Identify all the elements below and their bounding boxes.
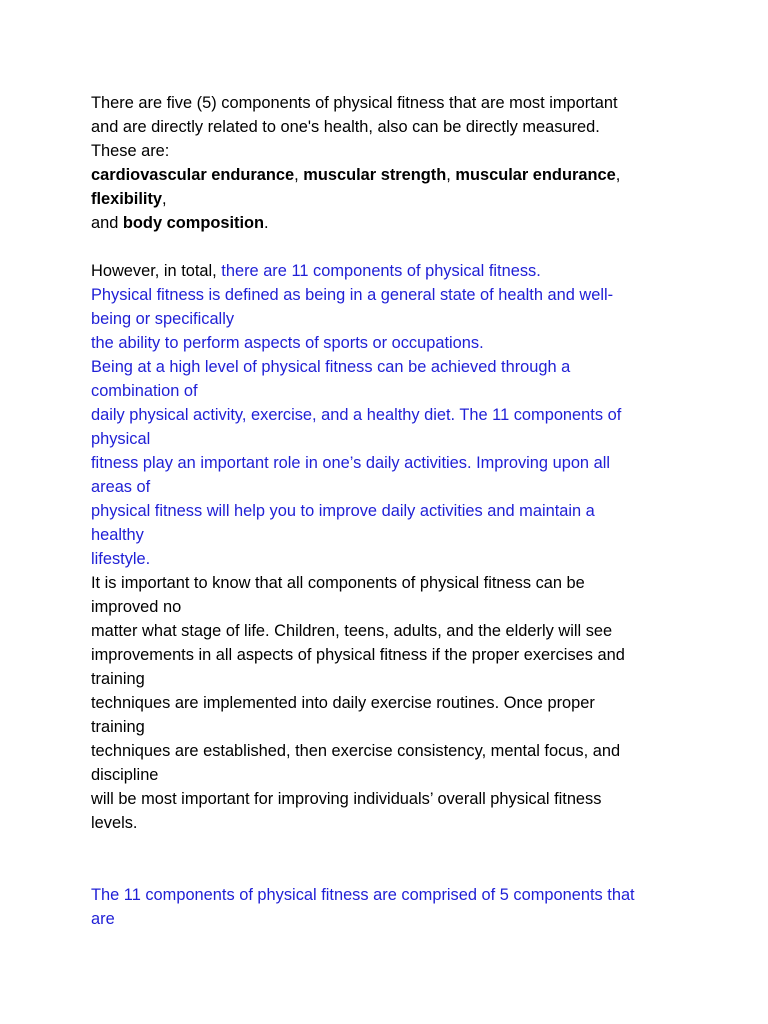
separator: , <box>294 166 304 184</box>
period: . <box>264 214 269 232</box>
definition-line: Physical fitness is defined as being in a general state of health and well- <box>91 286 614 304</box>
intro-line-2: and are directly related to one's health, also can be directly measured. <box>91 118 600 136</box>
closing-line: The 11 components of physical fitness are comprised of 5 components that <box>91 886 635 904</box>
term-body-composition: body composition <box>122 214 265 232</box>
importance-line: discipline <box>91 766 159 784</box>
components-list-line-1 <box>91 163 708 187</box>
and-word: and <box>91 214 123 232</box>
importance-line: improved no <box>91 598 182 616</box>
importance-line: training <box>91 718 145 736</box>
definition-line: being or specifically <box>91 310 235 328</box>
paragraph-gap <box>91 235 708 259</box>
importance-line: improvements in all aspects of physical fitness if the proper exercises and <box>91 646 625 664</box>
separator: , <box>615 166 621 184</box>
components-list-line-2 <box>91 187 708 211</box>
importance-paragraph <box>91 571 708 835</box>
definition-line: daily physical activity, exercise, and a healthy diet. The 11 components of <box>91 406 622 424</box>
importance-line: techniques are implemented into daily exercise routines. Once proper <box>91 694 595 712</box>
intro-line-3: These are: <box>91 142 170 160</box>
term-muscular-endurance: muscular endurance <box>455 166 616 184</box>
importance-line: levels. <box>91 814 138 832</box>
however-prefix: However, in total, <box>91 262 222 280</box>
however-paragraph <box>91 259 708 283</box>
importance-line: It is important to know that all components of physical fitness can be <box>91 574 585 592</box>
definition-line: combination of <box>91 382 198 400</box>
importance-line: training <box>91 670 145 688</box>
intro-line-1: There are five (5) components of physical fitness that are most important <box>91 94 618 112</box>
definition-line: healthy <box>91 526 144 544</box>
definition-line: Being at a high level of physical fitness can be achieved through a <box>91 358 571 376</box>
however-highlight: there are 11 components of physical fitness. <box>221 262 541 280</box>
definition-line: physical fitness will help you to improve daily activities and maintain a <box>91 502 595 520</box>
definition-line: the ability to perform aspects of sports or occupations. <box>91 334 484 352</box>
components-list-line-3 <box>91 211 708 235</box>
definition-line: fitness play an important role in one’s daily activities. Improving upon all <box>91 454 611 472</box>
importance-line: matter what stage of life. Children, teens, adults, and the elderly will see <box>91 622 613 640</box>
term-flexibility: flexibility <box>91 190 163 208</box>
however-line <box>91 259 708 283</box>
definition-line: physical <box>91 430 151 448</box>
closing-paragraph <box>91 883 708 931</box>
intro-paragraph <box>91 91 708 235</box>
paragraph-gap <box>91 835 708 883</box>
separator: , <box>162 190 167 208</box>
closing-line: are <box>91 910 115 928</box>
definition-line: areas of <box>91 478 151 496</box>
definition-line: lifestyle. <box>91 550 151 568</box>
term-muscular-strength: muscular strength <box>303 166 447 184</box>
separator: , <box>446 166 456 184</box>
importance-line: techniques are established, then exercise consistency, mental focus, and <box>91 742 621 760</box>
term-cardiovascular-endurance: cardiovascular endurance <box>91 166 295 184</box>
definition-paragraph <box>91 283 708 571</box>
importance-line: will be most important for improving individuals’ overall physical fitness <box>91 790 602 808</box>
